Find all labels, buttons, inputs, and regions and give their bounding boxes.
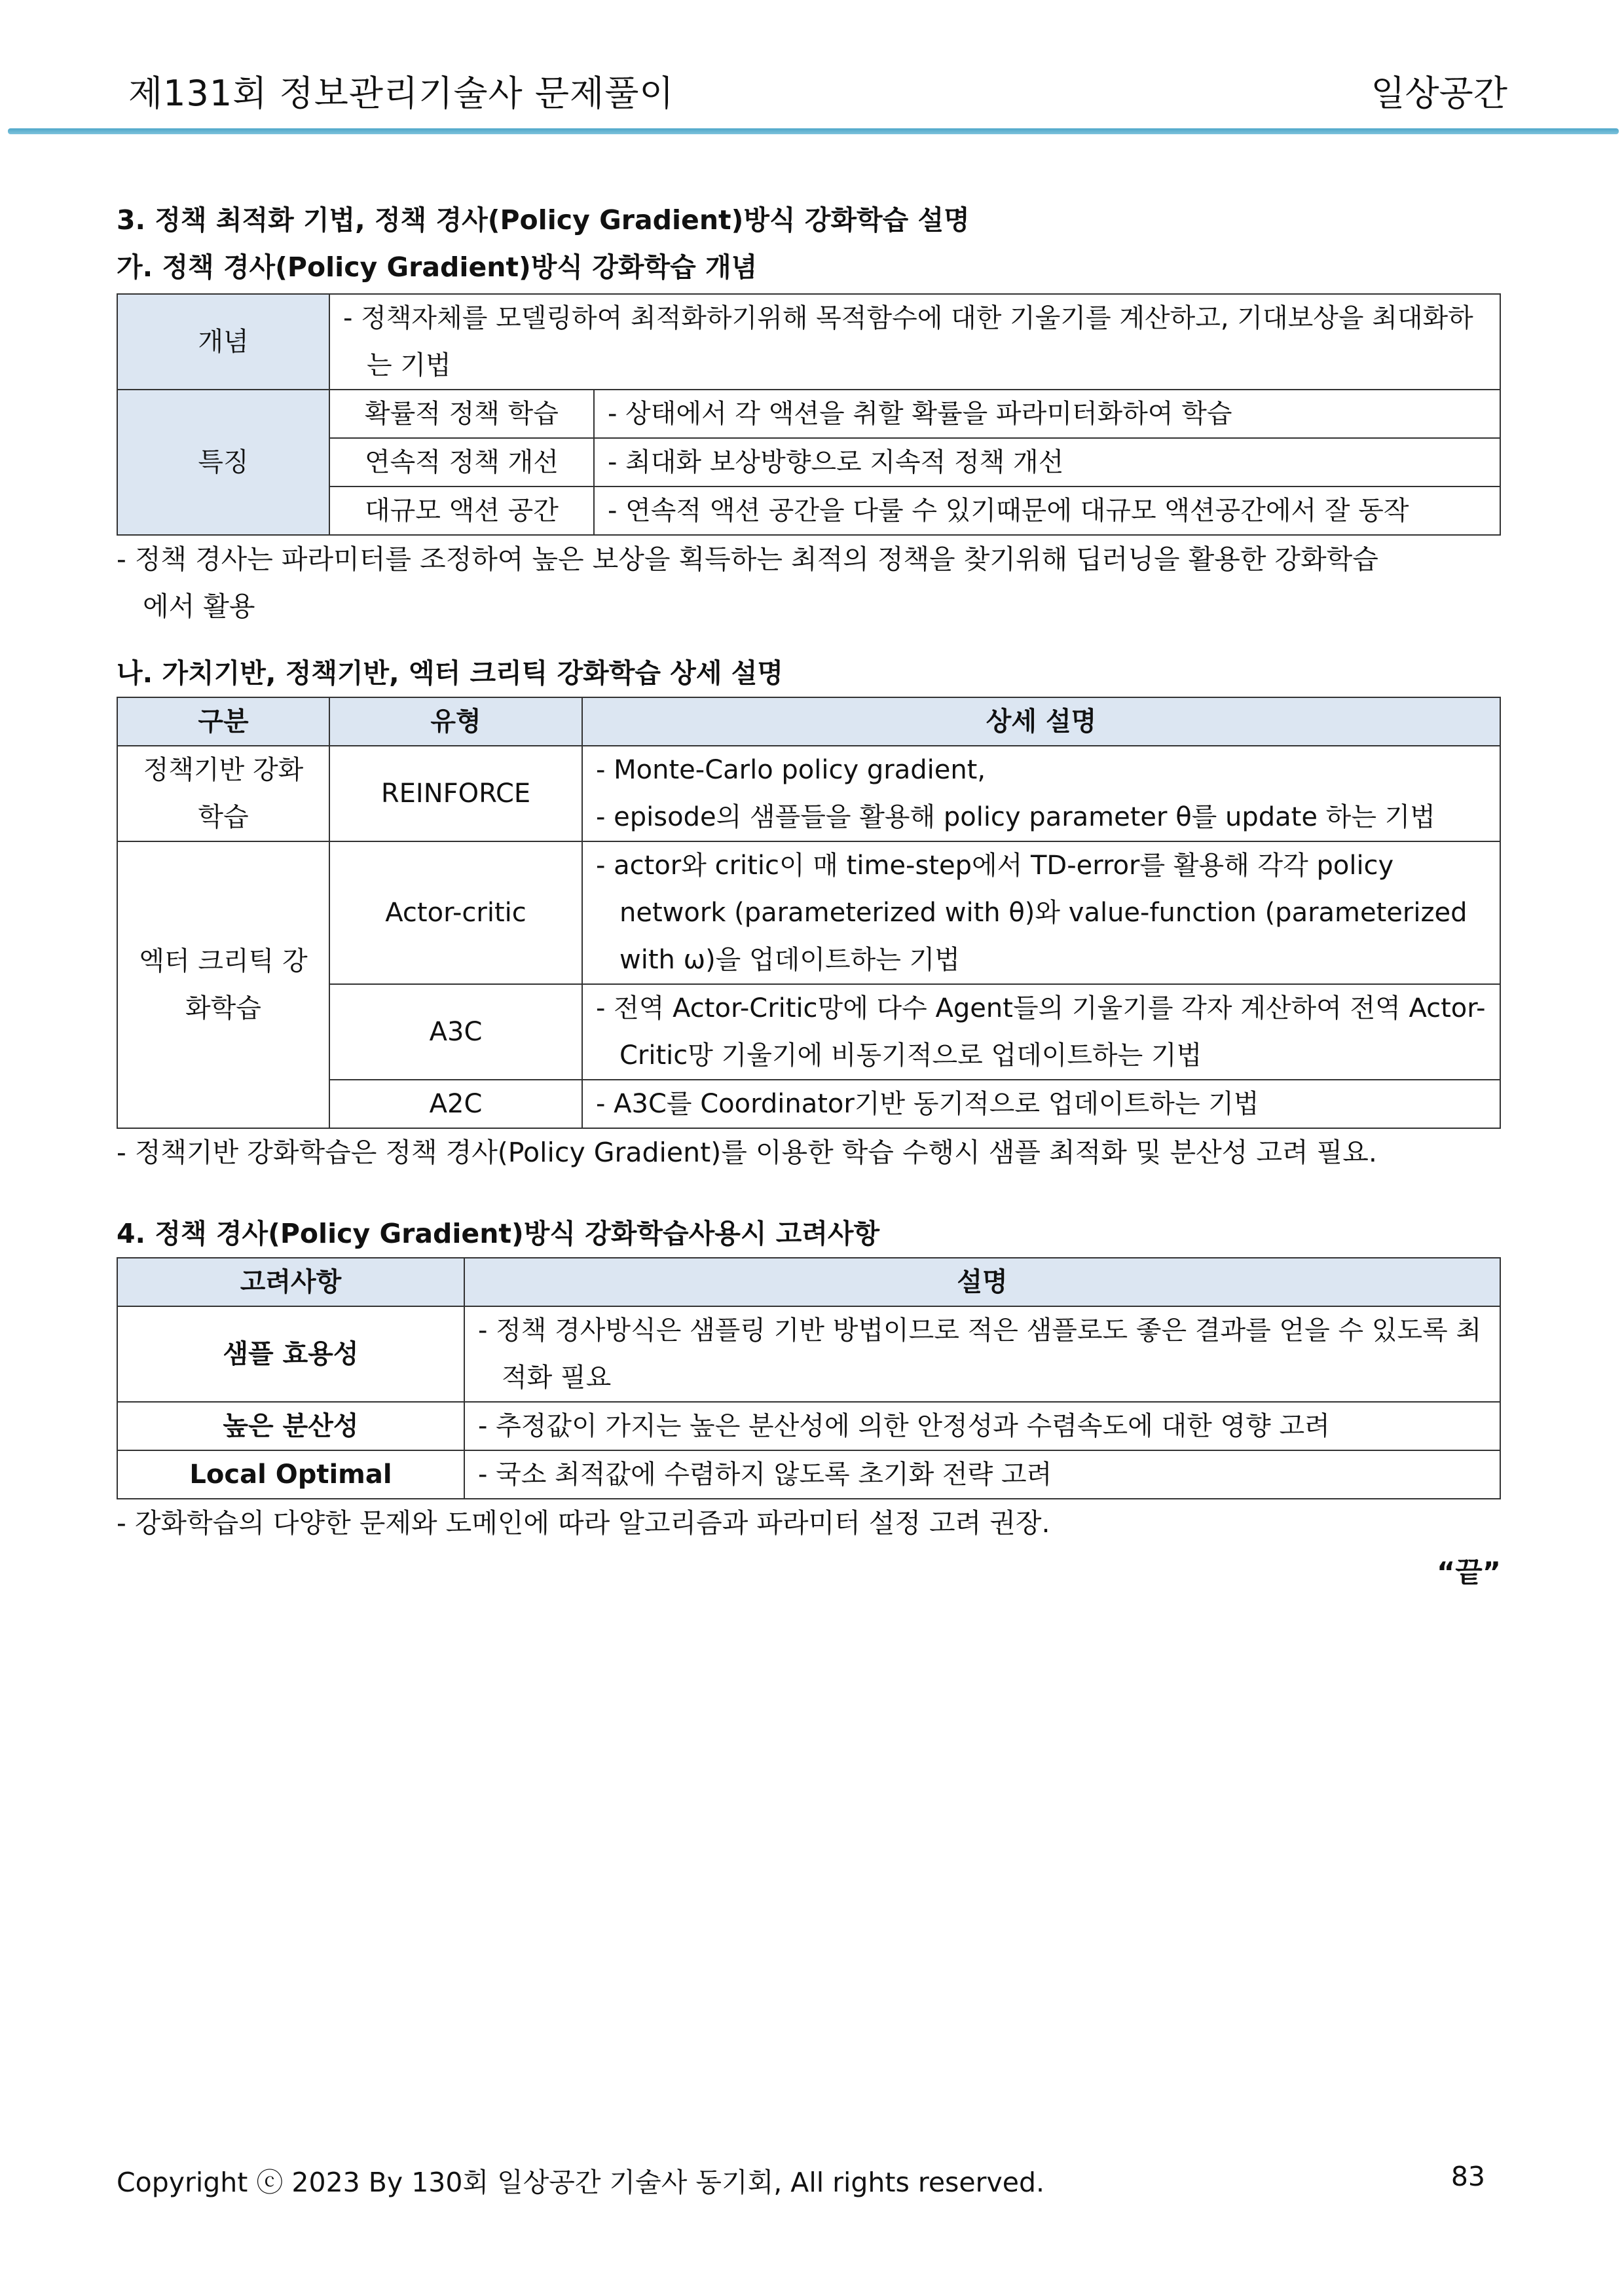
desc-cell: - actor와 critic이 매 time-step에서 TD-error를 활용해 각각 policy network (parameterized with θ)와 value-function (parameterized with ω)을 업데이트하는 기법 — [582, 841, 1500, 984]
consideration-desc: - 국소 최적값에 수렴하지 않도록 초기화 전략 고려 — [464, 1450, 1500, 1499]
type-cell: A2C — [329, 1080, 582, 1128]
feature-label: 특징 — [117, 390, 329, 535]
feature-name: 연속적 정책 개선 — [329, 438, 594, 487]
desc-cell: - A3C를 Coordinator기반 동기적으로 업데이트하는 기법 — [582, 1080, 1500, 1128]
feature-name: 확률적 정책 학습 — [329, 390, 594, 438]
consideration-item: 높은 분산성 — [117, 1402, 464, 1450]
header-divider — [8, 128, 1619, 134]
page-content — [117, 196, 1501, 1596]
consideration-desc: - 추정값이 가지는 높은 분산성에 의한 안정성과 수렴속도에 대한 영향 고려 — [464, 1402, 1500, 1450]
table-row — [117, 1306, 1500, 1402]
copyright-text: Copyright ⓒ 2023 By 130회 일상공간 기술사 동기회, All rights reserved. — [117, 2167, 1045, 2198]
page-number: 83 — [1450, 2161, 1485, 2192]
section4-title: 4. 정책 경사(Policy Gradient)방식 강화학습사용시 고려사항 — [117, 1218, 880, 1249]
feature-desc: - 최대화 보상방향으로 지속적 정책 개선 — [594, 438, 1500, 487]
table-header-row — [117, 1258, 1500, 1306]
rl-types-note: - 정책기반 강화학습은 정책 경사(Policy Gradient)를 이용한 학습 수행시 샘플 최적화 및 분산성 고려 필요. — [117, 1137, 1377, 1168]
consideration-item: 샘플 효용성 — [117, 1306, 464, 1402]
table-header-row — [117, 697, 1500, 746]
section3a-title: 가. 정책 경사(Policy Gradient)방식 강화학습 개념 — [117, 251, 758, 283]
considerations-table — [117, 1257, 1501, 1499]
feature-name: 대규모 액션 공간 — [329, 487, 594, 535]
table-row — [117, 746, 1500, 841]
column-header: 유형 — [329, 697, 582, 746]
type-cell: A3C — [329, 984, 582, 1080]
section3-title: 3. 정책 최적화 기법, 정책 경사(Policy Gradient)방식 강화학습 설명 — [117, 204, 970, 236]
concept-label: 개념 — [117, 294, 329, 390]
category-cell: 엑터 크리틱 강화학습 — [117, 841, 329, 1128]
desc-cell: - Monte-Carlo policy gradient, - episode의 샘플들을 활용해 policy parameter θ를 update 하는 기법 — [582, 746, 1500, 841]
brand-name: 일상공간 — [1371, 73, 1507, 114]
concept-note: - 정책 경사는 파라미터를 조정하여 높은 보상을 획득하는 최적의 정책을 찾기위해 딥러닝을 활용한 강화학습 에서 활용 — [117, 543, 1378, 622]
feature-desc: - 연속적 액션 공간을 다룰 수 있기때문에 대규모 액션공간에서 잘 동작 — [594, 487, 1500, 535]
section3b-title: 나. 가치기반, 정책기반, 엑터 크리틱 강화학습 상세 설명 — [117, 657, 783, 689]
page-header — [0, 0, 1624, 141]
concept-text: - 정책자체를 모델링하여 최적화하기위해 목적함수에 대한 기울기를 계산하고, 기대보상을 최대화하는 기법 — [329, 294, 1500, 390]
column-header: 상세 설명 — [582, 697, 1500, 746]
concept-table — [117, 293, 1501, 536]
consideration-desc: - 정책 경사방식은 샘플링 기반 방법이므로 적은 샘플로도 좋은 결과를 얻을 수 있도록 최적화 필요 — [464, 1306, 1500, 1402]
feature-desc: - 상태에서 각 액션을 취할 확률을 파라미터화하여 학습 — [594, 390, 1500, 438]
consideration-item: Local Optimal — [117, 1450, 464, 1499]
document-title: 제131회 정보관리기술사 문제풀이 — [128, 73, 674, 114]
column-header: 구분 — [117, 697, 329, 746]
table-row — [117, 294, 1500, 390]
end-mark: “끝” — [1436, 1556, 1501, 1589]
type-cell: REINFORCE — [329, 746, 582, 841]
table-row — [117, 1450, 1500, 1499]
column-header: 설명 — [464, 1258, 1500, 1306]
considerations-note: - 강화학습의 다양한 문제와 도메인에 따라 알고리즘과 파라미터 설정 고려 권장. — [117, 1507, 1050, 1539]
table-row — [117, 390, 1500, 438]
table-row — [117, 1402, 1500, 1450]
rl-types-table — [117, 697, 1501, 1129]
category-cell: 정책기반 강화학습 — [117, 746, 329, 841]
type-cell: Actor-critic — [329, 841, 582, 984]
column-header: 고려사항 — [117, 1258, 464, 1306]
table-row — [117, 841, 1500, 984]
desc-cell: - 전역 Actor-Critic망에 다수 Agent들의 기울기를 각자 계산하여 전역 Actor-Critic망 기울기에 비동기적으로 업데이트하는 기법 — [582, 984, 1500, 1080]
